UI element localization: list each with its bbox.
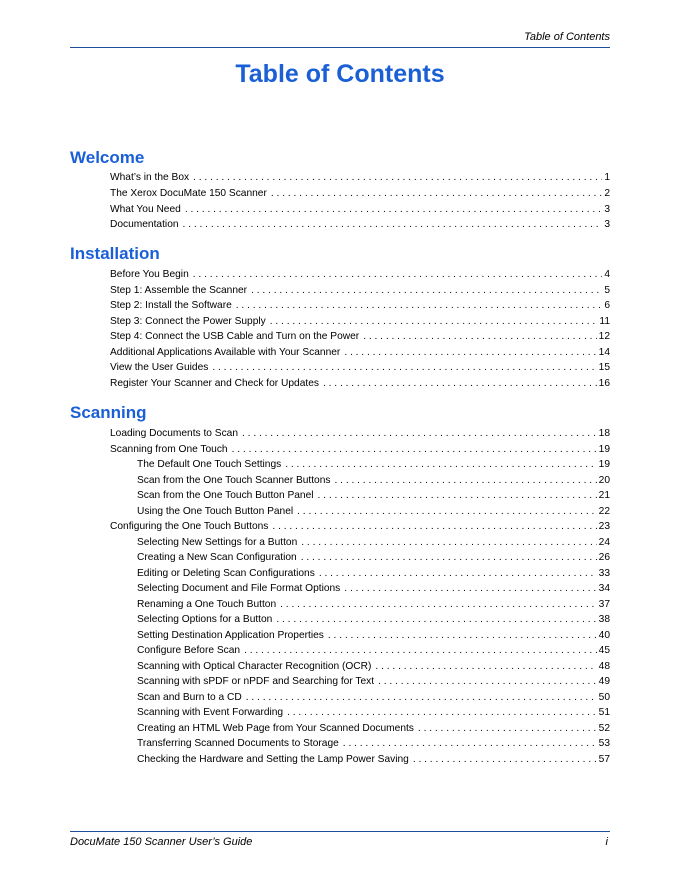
toc-page-number: 49 bbox=[598, 676, 610, 687]
toc-page-number: 5 bbox=[604, 285, 610, 296]
toc-page-number: 11 bbox=[599, 316, 610, 327]
toc-leader bbox=[335, 474, 597, 487]
toc-leader bbox=[318, 489, 597, 502]
toc-leader bbox=[344, 582, 596, 595]
toc-entry[interactable] bbox=[110, 218, 610, 231]
toc-page-number: 19 bbox=[598, 459, 610, 470]
toc-page-number: 12 bbox=[598, 331, 610, 342]
toc-leader bbox=[343, 737, 597, 750]
toc-subentry[interactable] bbox=[137, 675, 610, 688]
toc-subentry[interactable] bbox=[137, 722, 610, 735]
toc-page-number: 52 bbox=[598, 723, 610, 734]
toc-entry-title: Before You Begin bbox=[110, 269, 189, 280]
toc-leader bbox=[378, 675, 597, 688]
toc-entry-title: Loading Documents to Scan bbox=[110, 428, 238, 439]
toc-leader bbox=[212, 361, 596, 374]
toc-page-number: 37 bbox=[598, 599, 610, 610]
toc-page-number: 24 bbox=[598, 537, 610, 548]
toc-entry[interactable] bbox=[110, 171, 610, 184]
toc-entry-title: Selecting Document and File Format Options bbox=[137, 583, 341, 594]
toc-entry-title: Scan from the One Touch Scanner Buttons bbox=[137, 475, 331, 486]
toc-leader bbox=[285, 458, 596, 471]
toc-leader bbox=[244, 644, 597, 657]
toc-leader bbox=[280, 598, 597, 611]
toc-page-number: 26 bbox=[598, 552, 610, 563]
toc-entry-title: Step 3: Connect the Power Supply bbox=[110, 316, 266, 327]
toc-page-number: 22 bbox=[598, 506, 610, 517]
toc-leader bbox=[363, 330, 596, 343]
toc-subentry[interactable] bbox=[137, 753, 610, 766]
toc-entry-title: Configuring the One Touch Buttons bbox=[110, 521, 269, 532]
toc-entry-title: View the User Guides bbox=[110, 362, 209, 373]
toc-page-number: 14 bbox=[598, 347, 610, 358]
toc-leader bbox=[185, 203, 603, 216]
toc-leader bbox=[319, 567, 597, 580]
toc-leader bbox=[246, 691, 597, 704]
toc-page-number: 3 bbox=[604, 219, 610, 230]
toc-entry-title: Editing or Deleting Scan Configurations bbox=[137, 568, 315, 579]
toc-subentry[interactable] bbox=[137, 567, 610, 580]
toc-entry-title: Scanning from One Touch bbox=[110, 444, 228, 455]
toc-leader bbox=[270, 315, 598, 328]
toc-page-number: 20 bbox=[598, 475, 610, 486]
toc-entry-title: The Xerox DocuMate 150 Scanner bbox=[110, 188, 267, 199]
toc-entry[interactable] bbox=[110, 520, 610, 533]
toc-subentry[interactable] bbox=[137, 474, 610, 487]
toc-page-number: 53 bbox=[598, 738, 610, 749]
toc-entry-title: Step 1: Assemble the Scanner bbox=[110, 285, 248, 296]
footer-rule bbox=[70, 831, 610, 832]
toc-leader bbox=[323, 377, 597, 390]
toc-subentry[interactable] bbox=[137, 458, 610, 471]
running-header: Table of Contents bbox=[524, 31, 610, 43]
toc-entry-title: What’s in the Box bbox=[110, 172, 190, 183]
toc-page-number: 6 bbox=[604, 300, 610, 311]
toc-leader bbox=[287, 706, 597, 719]
toc-page-number: 15 bbox=[598, 362, 610, 373]
toc-subentry[interactable] bbox=[137, 660, 610, 673]
toc-leader bbox=[193, 171, 602, 184]
toc-entry[interactable] bbox=[110, 268, 610, 281]
toc-leader bbox=[418, 722, 597, 735]
toc-page-number: 40 bbox=[598, 630, 610, 641]
toc-entry-title: Scanning with Optical Character Recognition (OCR) bbox=[137, 661, 372, 672]
header-rule bbox=[70, 47, 610, 48]
toc-subentry[interactable] bbox=[137, 551, 610, 564]
toc-leader bbox=[413, 753, 597, 766]
toc-subentry[interactable] bbox=[137, 505, 610, 518]
toc-page-number: 57 bbox=[598, 754, 610, 765]
toc-leader bbox=[375, 660, 596, 673]
toc-subentry[interactable] bbox=[137, 489, 610, 502]
toc-page-number: 34 bbox=[598, 583, 610, 594]
toc-entry-title: Additional Applications Available with Your Scanner bbox=[110, 347, 341, 358]
toc-entry-title: Selecting Options for a Button bbox=[137, 614, 273, 625]
toc-page-number: 51 bbox=[598, 707, 610, 718]
toc-subentry[interactable] bbox=[137, 613, 610, 626]
toc-entry[interactable] bbox=[110, 361, 610, 374]
toc-page-number: 38 bbox=[598, 614, 610, 625]
toc-page-number: 19 bbox=[598, 444, 610, 455]
toc-entry-title: Scan from the One Touch Button Panel bbox=[137, 490, 314, 501]
toc-entry-title: Documentation bbox=[110, 219, 179, 230]
toc-entry[interactable] bbox=[110, 443, 610, 456]
toc-page-number: 3 bbox=[604, 204, 610, 215]
toc-subentry[interactable] bbox=[137, 582, 610, 595]
toc-entry-title: Step 4: Connect the USB Cable and Turn on the Power bbox=[110, 331, 360, 342]
toc-leader bbox=[344, 346, 596, 359]
toc-leader bbox=[272, 520, 596, 533]
toc-page-number: 48 bbox=[598, 661, 610, 672]
toc-subentry[interactable] bbox=[137, 691, 610, 704]
toc-subentry[interactable] bbox=[137, 706, 610, 719]
toc-entry-title: The Default One Touch Settings bbox=[137, 459, 282, 470]
toc-entry-title: Creating an HTML Web Page from Your Scanned Documents bbox=[137, 723, 414, 734]
toc-entry-title: Step 2: Install the Software bbox=[110, 300, 232, 311]
toc-leader bbox=[251, 284, 602, 297]
toc-subentry[interactable] bbox=[137, 644, 610, 657]
toc-page-number: 4 bbox=[604, 269, 610, 280]
section-heading-installation: Installation bbox=[70, 244, 160, 263]
toc-entry[interactable] bbox=[110, 187, 610, 200]
toc-entry[interactable] bbox=[110, 427, 610, 440]
toc-page-number: 16 bbox=[598, 378, 610, 389]
toc-subentry[interactable] bbox=[137, 737, 610, 750]
footer-guide-title: DocuMate 150 Scanner User’s Guide bbox=[70, 836, 253, 848]
toc-entry[interactable] bbox=[110, 203, 610, 216]
toc-entry-title: Creating a New Scan Configuration bbox=[137, 552, 297, 563]
toc-subentry[interactable] bbox=[137, 536, 610, 549]
toc-leader bbox=[297, 505, 597, 518]
toc-subentry[interactable] bbox=[137, 598, 610, 611]
toc-page-number: 23 bbox=[598, 521, 610, 532]
toc-entry-title: Checking the Hardware and Setting the Lamp Power Saving bbox=[137, 754, 409, 765]
toc-entry-title: Renaming a One Touch Button bbox=[137, 599, 277, 610]
toc-page-number: 50 bbox=[598, 692, 610, 703]
toc-entry-title: Scan and Burn to a CD bbox=[137, 692, 242, 703]
toc-entry[interactable] bbox=[110, 346, 610, 359]
toc-entry[interactable] bbox=[110, 315, 610, 328]
toc-entry-title: Register Your Scanner and Check for Updates bbox=[110, 378, 319, 389]
toc-page-number: 18 bbox=[598, 428, 610, 439]
toc-page-number: 21 bbox=[598, 490, 610, 501]
page-title: Table of Contents bbox=[235, 60, 445, 88]
toc-leader bbox=[242, 427, 597, 440]
toc-entry-title: Using the One Touch Button Panel bbox=[137, 506, 294, 517]
toc-entry[interactable] bbox=[110, 284, 610, 297]
toc-page-number: 45 bbox=[598, 645, 610, 656]
toc-page-number: 2 bbox=[604, 188, 610, 199]
toc-leader bbox=[276, 613, 596, 626]
toc-page-number: 33 bbox=[598, 568, 610, 579]
toc-entry[interactable] bbox=[110, 330, 610, 343]
toc-entry-title: What You Need bbox=[110, 204, 181, 215]
section-heading-welcome: Welcome bbox=[70, 148, 145, 167]
footer-page-number: i bbox=[605, 836, 608, 848]
toc-leader bbox=[183, 218, 603, 231]
toc-entry-title: Setting Destination Application Properties bbox=[137, 630, 324, 641]
toc-leader bbox=[232, 443, 597, 456]
section-heading-scanning: Scanning bbox=[70, 403, 147, 422]
toc-leader bbox=[236, 299, 603, 312]
toc-leader bbox=[328, 629, 597, 642]
toc-entry[interactable] bbox=[110, 299, 610, 312]
toc-subentry[interactable] bbox=[137, 629, 610, 642]
toc-page-number: 1 bbox=[604, 172, 610, 183]
toc-leader bbox=[301, 551, 597, 564]
toc-leader bbox=[193, 268, 603, 281]
toc-entry-title: Configure Before Scan bbox=[137, 645, 241, 656]
toc-entry-title: Scanning with Event Forwarding bbox=[137, 707, 284, 718]
toc-entry-title: Scanning with sPDF or nPDF and Searching for Text bbox=[137, 676, 375, 687]
toc-leader bbox=[301, 536, 596, 549]
toc-entry-title: Transferring Scanned Documents to Storage bbox=[137, 738, 339, 749]
toc-entry-title: Selecting New Settings for a Button bbox=[137, 537, 298, 548]
toc-leader bbox=[271, 187, 602, 200]
toc-entry[interactable] bbox=[110, 377, 610, 390]
